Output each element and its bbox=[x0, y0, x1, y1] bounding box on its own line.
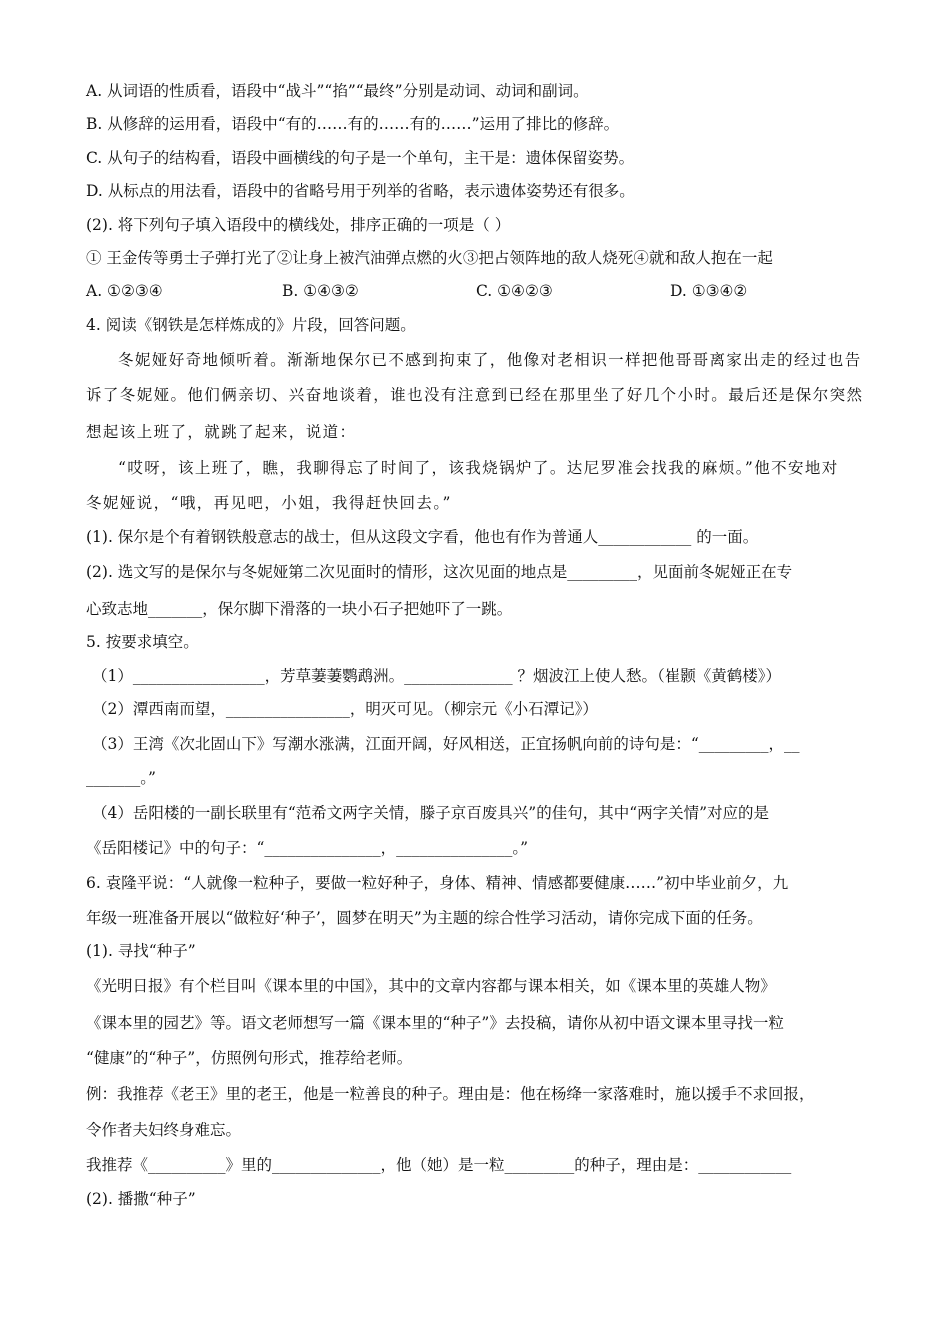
q6-title-line2: 年级一班准备开展以“做粒好‘种子’，圆梦在明天”为主题的综合性学习活动，请你完成下面的任务。 bbox=[86, 909, 763, 927]
q6-example-line: 令作者夫妇终身难忘。 bbox=[86, 1121, 242, 1139]
q3-option-c: C. 从句子的结构看，语段中画横线的句子是一个单句，主干是：遗体保留姿势。 bbox=[86, 149, 635, 167]
q6-sub1-line: 《课本里的园艺》等。语文老师想写一篇《课本里的“种子”》去投稿，请你从初中语文课本里寻找一粒 bbox=[86, 1014, 784, 1032]
q3-option-b: B. 从修辞的运用看，语段中“有的……有的……有的……”运用了排比的修辞。 bbox=[86, 115, 620, 133]
q3-sub2-stem: (2). 将下列句子填入语段中的横线处，排序正确的一项是（ ） bbox=[86, 216, 511, 234]
q4-passage-line: “哎呀，该上班了，瞧，我聊得忘了时间了，该我烧锅炉了。达尼罗准会找我的麻烦。”他不安地对 bbox=[118, 459, 839, 477]
q4-sub2-line1: (2). 选文写的是保尔与冬妮娅第二次见面时的情形，这次见面的地点是_________，见面前冬妮娅正在专 bbox=[86, 563, 793, 581]
q3-sub2-choice-c: C. ①④②③ bbox=[476, 282, 553, 300]
q6-sub1-title: (1). 寻找“种子” bbox=[86, 942, 196, 960]
q5-item-3: （3）王湾《次北固山下》写潮水涨满，江面开阔，好风相送，正宜扬帆向前的诗句是：“_________，__ bbox=[92, 735, 800, 753]
q6-sub1-line: 《光明日报》有个栏目叫《课本里的中国》，其中的文章内容都与课本相关，如《课本里的英雄人物》 bbox=[86, 977, 776, 995]
q6-answer-line: 我推荐《__________》里的______________，他（她）是一粒_________的种子，理由是：____________ bbox=[86, 1156, 792, 1174]
q5-item-4: （4）岳阳楼的一副长联里有“范希文两字关情，滕子京百废具兴”的佳句，其中“两字关情”对应的是 bbox=[92, 804, 770, 822]
q6-sub2-title: (2). 播撒“种子” bbox=[86, 1190, 196, 1208]
q3-option-a: A. 从词语的性质看，语段中“战斗”“掐”“最终”分别是动词、动词和副词。 bbox=[86, 82, 589, 100]
q4-sub1: (1). 保尔是个有着钢铁般意志的战士，但从这段文字看，他也有作为普通人____________ 的一面。 bbox=[86, 528, 759, 546]
q5-title: 5. 按要求填空。 bbox=[86, 633, 199, 651]
q5-item-4-cont: 《岳阳楼记》中的句子：“_______________，_______________。” bbox=[86, 839, 529, 857]
q4-sub2-line2: 心致志地_______，保尔脚下滑落的一块小石子把她吓了一跳。 bbox=[86, 600, 513, 618]
q5-item-1: （1）_________________，芳草萋萋鹦鹉洲。______________ ？烟波江上使人愁。（崔颢《黄鹤楼》） bbox=[92, 667, 782, 685]
q5-item-3-cont: _______。” bbox=[86, 769, 156, 787]
q6-sub1-line: “健康”的“种子”，仿照例句形式，推荐给老师。 bbox=[86, 1049, 413, 1067]
q3-sub2-choice-d: D. ①③④② bbox=[670, 282, 748, 300]
q4-passage-line: 冬妮娅好奇地倾听着。渐渐地保尔已不感到拘束了，他像对老相识一样把他哥哥离家出走的经过也告 bbox=[118, 351, 862, 369]
q3-option-d: D. 从标点的用法看，语段中的省略号用于列举的省略，表示遗体姿势还有很多。 bbox=[86, 182, 635, 200]
q4-passage-line: 冬妮娅说，“哦，再见吧，小姐，我得赶快回去。” bbox=[86, 494, 452, 512]
q4-title: 4. 阅读《钢铁是怎样炼成的》片段，回答问题。 bbox=[86, 316, 416, 334]
q3-sub2-sentences: ① 王金传等勇士子弹打光了②让身上被汽油弹点燃的火③把占领阵地的敌人烧死④就和敌人抱在一起 bbox=[86, 249, 773, 267]
q3-sub2-choice-b: B. ①④③② bbox=[282, 282, 359, 300]
q3-sub2-choice-a: A. ①②③④ bbox=[86, 282, 163, 300]
q5-item-2: （2）潭西南而望，________________，明灭可见。（柳宗元《小石潭记》） bbox=[92, 700, 598, 718]
q6-title-line1: 6. 袁隆平说：“人就像一粒种子，要做一粒好种子，身体、精神、情感都要健康……”初中毕业前夕，九 bbox=[86, 874, 789, 892]
q4-passage-line: 诉了冬妮娅。他们俩亲切、兴奋地谈着，谁也没有注意到已经在那里坐了好几个小时。最后还是保尔突然 bbox=[86, 386, 864, 404]
q4-passage-line: 想起该上班了，就跳了起来，说道： bbox=[86, 423, 357, 441]
q6-example-line: 例：我推荐《老王》里的老王，他是一粒善良的种子。理由是：他在杨绛一家落难时，施以援手不求回报， bbox=[86, 1085, 815, 1103]
